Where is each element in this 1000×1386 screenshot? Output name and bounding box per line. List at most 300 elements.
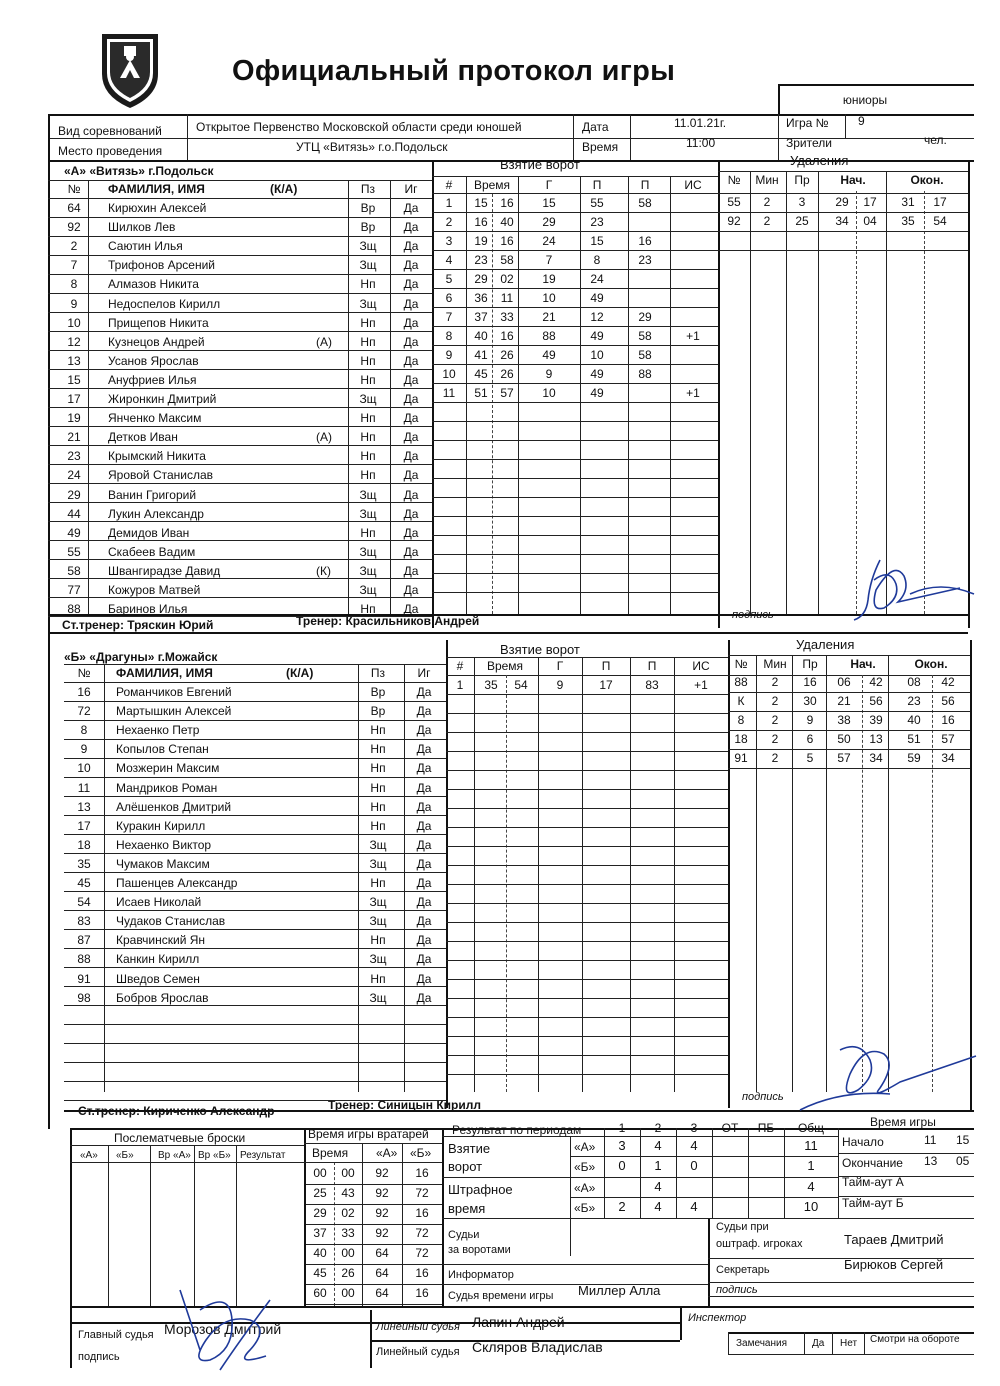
teamA-player-pos: Нп (360, 334, 376, 349)
teamB-player-pos: Зщ (369, 914, 387, 929)
teamA-player-ig: Да (403, 334, 419, 349)
team-a-penalties-title: Удаления (790, 153, 849, 168)
teamA-goal-assist-2: 23 (638, 253, 652, 267)
team-b-coach: Тренер: Синицын Кирилл (328, 1098, 481, 1112)
teamA-player-name: Саютин Илья (108, 239, 183, 254)
teamB-penalty-minutes: 2 (771, 732, 779, 746)
teamA-goal-minutes: 37 (474, 310, 488, 324)
teamB-goal-col-g: Г (556, 659, 564, 673)
teamB-player-pos: Нп (370, 876, 386, 890)
teamA-player-ig: Да (403, 277, 419, 292)
teamA-goal-minutes: 45 (474, 367, 488, 381)
teamB-player-name: Нехаенко Петр (116, 723, 200, 738)
teamB-penalty-start-sec: 34 (869, 751, 883, 765)
teamB-player-no: 35 (77, 856, 91, 871)
teamB-col-ig: Иг (417, 666, 431, 680)
teamA-goal-assist-1: 24 (590, 272, 604, 286)
teamA-goal-seconds: 16 (500, 329, 514, 343)
teamB-player-no: 16 (77, 685, 91, 699)
periods-goals-a-value: 11 (804, 1138, 818, 1153)
teamB-col-name: ФАМИЛИЯ, ИМЯ (116, 666, 213, 680)
teamA-penalty-minutes: 2 (763, 214, 771, 228)
periods-title: Результат по периодам (452, 1123, 582, 1137)
goalie-time-b: 72 (415, 1186, 429, 1200)
teamB-player-ig: Да (416, 780, 432, 795)
game-end-h: 13 (924, 1154, 938, 1168)
teamA-player-ig: Да (403, 411, 419, 426)
teamB-player-name: Пашенцев Александр (116, 876, 238, 890)
teamA-player-pos: Нп (360, 449, 376, 464)
teamA-player-ka: (К) (316, 563, 331, 578)
periods-col: ПБ (757, 1121, 775, 1135)
teamA-player-ig: Да (403, 201, 419, 215)
teamB-penalty-start-sec: 42 (869, 675, 883, 689)
competition-value: Открытое Первенство Московской области среди юношей (196, 120, 522, 134)
remarks-label: Замечания (736, 1338, 788, 1349)
periods-col: 2 (654, 1121, 662, 1135)
teamA-player-name: Жиронкин Дмитрий (108, 392, 217, 406)
teamA-player-pos: Вр (360, 220, 376, 235)
teamB-pen-col-min: Мин (763, 657, 787, 671)
teamB-player-pos: Нп (370, 799, 386, 814)
goalie-time-b: 16 (415, 1166, 429, 1180)
teamA-player-no: 12 (67, 334, 81, 349)
teamA-penalty-reason: 25 (795, 214, 809, 228)
teamB-penalty-end-min: 40 (907, 713, 921, 727)
teamA-player-pos: Нп (360, 353, 376, 368)
teamA-player-no: 15 (67, 372, 81, 387)
goalie-time-seconds: 26 (341, 1266, 355, 1280)
teamA-player-name: Янченко Максим (108, 411, 202, 426)
teamA-pen-col-start: Нач. (840, 173, 866, 187)
teamB-penalty-reason: 30 (803, 694, 817, 708)
goalie-time-minutes: 45 (313, 1266, 327, 1280)
teamA-goal-col-no: # (445, 178, 453, 192)
shootout-col: Вр «Б» (198, 1150, 231, 1161)
teamA-goal-seconds: 11 (500, 291, 514, 305)
officials-sign-label: подпись (716, 1284, 758, 1296)
teamB-player-no: 10 (77, 761, 91, 776)
team-b-head-coach: Ст.тренер: Кириченко Александр (78, 1104, 275, 1118)
periods-pim-a-label: «А» (574, 1181, 596, 1195)
game-start-m: 15 (956, 1133, 970, 1147)
remarks-no: Нет (840, 1338, 858, 1349)
goalie-time-minutes: 37 (313, 1226, 327, 1240)
teamA-goal-seconds: 16 (500, 234, 514, 248)
goalie-time-a: 92 (375, 1226, 389, 1240)
teamA-col-pos: Пз (360, 182, 376, 196)
goalie-time-col: «Б» (410, 1146, 432, 1160)
teamA-goal-number: 5 (445, 272, 453, 286)
teamA-player-pos: Зщ (359, 258, 377, 273)
teamA-goal-situation: +1 (686, 386, 700, 400)
teamA-penalty-start-min: 34 (835, 214, 849, 228)
linesman-2-label: Линейный судья (376, 1346, 460, 1358)
periods-pim-b-value: 4 (690, 1199, 698, 1214)
teamB-player-ig: Да (416, 742, 432, 757)
teamA-goal-number: 7 (445, 310, 453, 324)
teamB-penalty-end-min: 51 (907, 732, 921, 746)
teamB-penalty-start-sec: 56 (869, 694, 883, 708)
teamB-pen-col-start: Нач. (850, 657, 876, 671)
teamA-penalty-reason: 3 (798, 195, 806, 209)
goalie-time-a: 64 (375, 1286, 389, 1300)
teamA-goal-minutes: 23 (474, 253, 488, 267)
teamB-penalty-minutes: 2 (771, 675, 779, 689)
teamB-player-pos: Нп (370, 742, 386, 757)
teamB-pen-col-pr: Пр (802, 657, 818, 671)
periods-col: Общ (797, 1121, 825, 1135)
team-b-sign-label: подпись (742, 1091, 784, 1103)
teamA-player-pos: Вр (360, 201, 376, 215)
teamB-penalty-end-min: 59 (907, 751, 921, 765)
teamA-goal-assist-2: 58 (638, 348, 652, 362)
goalie-time-minutes: 60 (313, 1286, 327, 1300)
teamA-penalty-start-sec: 04 (863, 214, 877, 228)
teamA-player-ig: Да (403, 392, 419, 406)
periods-col: 3 (690, 1121, 698, 1135)
teamB-player-pos: Зщ (369, 895, 387, 910)
teamA-goal-scorer: 29 (542, 215, 556, 229)
teamB-player-pos: Вр (370, 685, 386, 699)
federation-logo (98, 28, 162, 110)
teamA-player-name: Кожуров Матвей (108, 583, 201, 597)
game-start-h: 11 (924, 1133, 937, 1147)
teamA-goal-assist-1: 10 (590, 348, 604, 362)
teamA-player-ig: Да (403, 544, 419, 559)
teamA-player-no: 8 (70, 277, 78, 292)
linesman-1-label: Линейный судья (376, 1321, 460, 1333)
teamB-goal-col-p1: П (601, 659, 611, 673)
teamB-player-name: Алёшенков Дмитрий (116, 799, 232, 814)
teamA-goal-assist-1: 49 (590, 329, 604, 343)
teamB-player-no: 87 (77, 933, 91, 948)
team-a-signature (840, 550, 980, 630)
teamA-goal-seconds: 26 (500, 367, 514, 381)
goalie-time-seconds: 33 (341, 1226, 355, 1240)
teamB-penalty-minutes: 2 (771, 751, 779, 765)
teamA-pen-col-min: Мин (755, 173, 779, 187)
teamB-penalty-start-sec: 39 (869, 713, 883, 727)
teamA-player-no: 21 (67, 430, 81, 445)
teamA-goal-number: 9 (445, 348, 453, 362)
periods-goals-b-label: «Б» (574, 1160, 596, 1174)
teamB-player-ig: Да (416, 952, 432, 967)
goalie-time-b: 72 (415, 1226, 429, 1240)
teamB-player-no: 9 (80, 742, 88, 757)
goalie-time-a: 64 (375, 1266, 389, 1280)
teamB-player-pos: Зщ (369, 837, 387, 852)
teamB-player-ig: Да (416, 856, 432, 871)
teamB-penalty-player: 91 (734, 751, 748, 765)
spectators-unit: чел. (924, 133, 947, 147)
goalie-time-a: 92 (375, 1166, 389, 1180)
teamA-goal-number: 4 (445, 253, 453, 267)
teamB-player-pos: Нп (370, 933, 386, 948)
teamA-player-name: Шилков Лев (108, 220, 176, 235)
teamA-goal-scorer: 10 (542, 291, 556, 305)
teamB-player-pos: Зщ (369, 952, 387, 967)
teamB-penalty-player: 8 (737, 713, 745, 727)
goalie-time-a: 92 (375, 1206, 389, 1220)
goalie-time-minutes: 00 (313, 1166, 327, 1180)
referee-sign-label: подпись (78, 1351, 120, 1363)
teamA-goal-assist-1: 23 (590, 215, 604, 229)
teamA-goal-scorer: 24 (542, 234, 556, 248)
teamB-goal-scorer: 9 (556, 678, 564, 692)
teamA-player-ig: Да (403, 602, 419, 617)
teamA-goal-scorer: 7 (545, 253, 553, 267)
periods-goals-label-1: Взятие (448, 1141, 491, 1156)
teamA-player-no: 64 (67, 201, 81, 215)
penalty-judges-label: Судьи при (716, 1221, 769, 1233)
teamB-goal-assist-1: 17 (599, 678, 613, 692)
teamA-player-no: 10 (67, 315, 81, 330)
teamA-player-ig: Да (403, 583, 419, 597)
teamB-penalty-reason: 9 (806, 713, 814, 727)
teamB-player-pos: Зщ (369, 990, 387, 1005)
teamA-player-pos: Зщ (359, 563, 377, 578)
teamB-player-ig: Да (416, 685, 432, 699)
teamB-player-pos: Нп (370, 780, 386, 795)
remarks-yes: Да (812, 1338, 825, 1349)
teamB-player-ig: Да (416, 723, 432, 738)
date-value: 11.01.21г. (674, 116, 727, 130)
teamA-player-no: 2 (70, 239, 78, 254)
category: юниоры (842, 93, 888, 107)
teamA-player-pos: Нп (360, 468, 376, 483)
teamA-player-name: Ануфриев Илья (108, 372, 197, 387)
teamB-player-no: 88 (77, 952, 91, 967)
teamB-player-ig: Да (416, 761, 432, 776)
teamA-player-ig: Да (403, 468, 419, 483)
teamA-goal-assist-1: 49 (590, 291, 604, 305)
teamA-penalty-player: 92 (727, 214, 741, 228)
goalie-time-a: 92 (375, 1186, 389, 1200)
teamB-player-pos: Вр (370, 704, 386, 719)
shootout-col: Вр «А» (158, 1150, 191, 1161)
teamA-player-name: Швангирадзе Давид (108, 563, 221, 578)
teamA-goal-scorer: 9 (545, 367, 553, 381)
teamA-player-no: 23 (67, 449, 81, 464)
teamA-goal-seconds: 16 (500, 196, 514, 210)
periods-pim-label-2: время (448, 1201, 486, 1216)
teamB-player-ig: Да (416, 799, 432, 814)
teamA-player-ig: Да (403, 487, 419, 502)
teamA-player-no: 19 (67, 411, 81, 426)
periods-goals-b-value: 1 (654, 1158, 662, 1173)
teamA-penalty-end-sec: 54 (933, 214, 947, 228)
teamA-player-no: 24 (67, 468, 81, 483)
teamB-penalty-start-sec: 13 (869, 732, 883, 746)
teamA-player-name: Алмазов Никита (108, 277, 199, 292)
teamA-player-pos: Нп (360, 372, 376, 387)
teamA-col-no: № (67, 182, 81, 196)
teamB-penalty-player: 88 (734, 675, 748, 689)
teamA-player-name: Недоспелов Кирилл (108, 296, 221, 311)
teamA-player-pos: Нп (360, 277, 376, 292)
teamA-col-name: ФАМИЛИЯ, ИМЯ (108, 182, 205, 196)
teamA-goal-minutes: 51 (474, 386, 488, 400)
teamA-player-pos: Зщ (359, 583, 377, 597)
goalie-time-b: 16 (415, 1286, 429, 1300)
date-label: Дата (582, 120, 609, 134)
periods-pim-label-1: Штрафное (448, 1182, 513, 1197)
teamB-goal-col-time: Время (486, 659, 524, 673)
teamA-goal-number: 11 (442, 386, 456, 400)
team-a-title: «А» «Витязь» г.Подольск (64, 164, 214, 178)
teamB-penalty-start-min: 21 (837, 694, 851, 708)
periods-pim-b-value: 10 (803, 1199, 819, 1214)
teamA-player-pos: Нп (360, 430, 376, 445)
teamB-penalty-minutes: 2 (771, 713, 779, 727)
venue-value: УТЦ «Витязь» г.о.Подольск (296, 140, 448, 154)
goalie-time-seconds: 02 (341, 1206, 355, 1220)
teamA-player-name: Лукин Александр (108, 506, 204, 521)
teamB-goal-col-is: ИС (692, 659, 710, 673)
teamA-player-name: Баринов Илья (108, 602, 188, 617)
teamB-player-name: Нехаенко Виктор (116, 837, 212, 852)
teamB-penalty-player: К (737, 694, 745, 708)
teamA-player-name: Яровой Станислав (108, 468, 214, 483)
teamA-player-pos: Нп (360, 602, 376, 617)
teamA-player-no: 9 (70, 296, 78, 311)
timekeeper-name: Миллер Алла (578, 1283, 661, 1298)
time-value: 11:00 (686, 136, 716, 150)
teamA-goal-seconds: 33 (500, 310, 514, 324)
teamB-player-name: Мозжерин Максим (116, 761, 220, 776)
teamA-penalty-start-min: 29 (835, 195, 849, 209)
teamA-player-pos: Зщ (359, 392, 377, 406)
teamB-penalty-start-min: 50 (837, 732, 851, 746)
teamA-goal-seconds: 40 (500, 215, 514, 229)
teamA-goal-assist-2: 58 (638, 329, 652, 343)
teamA-player-no: 55 (67, 544, 81, 559)
teamA-player-name: Трифонов Арсений (108, 258, 215, 273)
teamB-player-name: Канкин Кирилл (116, 952, 200, 967)
game-time-title: Время игры (870, 1115, 936, 1129)
teamA-player-no: 58 (67, 563, 81, 578)
shootout-col: Результат (240, 1150, 286, 1161)
teamA-goal-assist-1: 49 (590, 367, 604, 381)
teamB-col-ka: (К/А) (286, 666, 314, 680)
venue-label: Место проведения (58, 144, 163, 158)
teamA-player-ig: Да (403, 525, 419, 540)
teamA-player-pos: Зщ (359, 506, 377, 521)
team-a-head-coach: Ст.тренер: Тряскин Юрий (62, 618, 214, 632)
inspector-label: Инспектор (688, 1312, 747, 1324)
teamA-goal-minutes: 16 (474, 215, 488, 229)
teamB-player-name: Чумаков Максим (116, 856, 210, 871)
teamB-goal-col-p2: П (647, 659, 657, 673)
teamA-goal-assist-2: 16 (638, 234, 652, 248)
teamA-player-ig: Да (403, 372, 419, 387)
teamB-penalty-start-min: 38 (837, 713, 851, 727)
teamA-goal-minutes: 40 (474, 329, 488, 343)
goalie-time-minutes: 29 (313, 1206, 327, 1220)
game-end-label: Окончание (842, 1156, 903, 1170)
teamB-player-name: Мандриков Роман (116, 780, 218, 795)
team-a-goals-title: Взятие ворот (500, 157, 580, 172)
teamA-goal-minutes: 29 (474, 272, 488, 286)
referee-signature (170, 1280, 290, 1380)
periods-goals-label-2: ворот (448, 1159, 483, 1174)
teamB-player-ig: Да (416, 818, 432, 833)
teamA-player-no: 17 (67, 392, 81, 406)
teamA-goal-scorer: 49 (542, 348, 556, 362)
teamB-pen-col-no: № (734, 657, 748, 671)
goalie-time-b: 16 (415, 1206, 429, 1220)
referee-name: Морозов Дмитрий (164, 1321, 282, 1337)
competition-label: Вид соревнований (58, 124, 162, 138)
goalie-time-title: Время игры вратарей (308, 1127, 429, 1141)
teamB-player-no: 91 (77, 971, 91, 986)
teamA-player-ig: Да (403, 239, 419, 254)
goalie-time-minutes: 40 (313, 1246, 327, 1260)
teamA-goal-number: 8 (445, 329, 453, 343)
teamA-goal-col-g: Г (545, 178, 553, 192)
teamB-player-ig: Да (416, 876, 432, 890)
teamA-player-pos: Зщ (359, 487, 377, 502)
teamA-penalty-minutes: 2 (763, 195, 771, 209)
teamA-goal-assist-2: 88 (638, 367, 652, 381)
periods-pim-b-value: 2 (618, 1199, 626, 1214)
teamA-goal-scorer: 15 (542, 196, 556, 210)
teamA-player-ig: Да (403, 449, 419, 464)
teamA-player-pos: Нп (360, 315, 376, 330)
teamB-penalty-end-min: 23 (907, 694, 921, 708)
teamB-penalty-end-sec: 56 (941, 694, 955, 708)
teamB-penalty-start-min: 06 (837, 675, 851, 689)
teamA-player-name: Скабеев Вадим (108, 544, 196, 559)
teamA-penalty-end-sec: 17 (933, 195, 947, 209)
linesman-1-name: Лапин Андрей (472, 1314, 565, 1330)
teamB-player-name: Шведов Семен (116, 971, 200, 986)
teamB-player-ig: Да (416, 990, 432, 1005)
teamA-player-name: Крымский Никита (108, 449, 206, 464)
teamA-player-no: 49 (67, 525, 81, 540)
secretary-name: Бирюков Сергей (844, 1257, 944, 1272)
goalie-time-seconds: 00 (341, 1246, 355, 1260)
teamB-penalty-start-min: 57 (837, 751, 851, 765)
teamA-goal-assist-1: 55 (590, 196, 604, 210)
game-no-label: Игра № (786, 116, 829, 130)
teamA-goal-assist-1: 8 (593, 253, 601, 267)
teamB-penalty-reason: 6 (806, 732, 814, 746)
teamB-player-no: 72 (77, 704, 91, 719)
teamA-player-pos: Зщ (359, 296, 377, 311)
teamA-goal-minutes: 41 (474, 348, 488, 362)
teamA-goal-number: 10 (442, 367, 456, 381)
timekeeper-label: Судья времени игры (448, 1290, 554, 1302)
teamA-goal-situation: +1 (686, 329, 700, 343)
game-no-value: 9 (858, 114, 865, 128)
goalie-time-seconds: 00 (341, 1286, 355, 1300)
teamA-goal-seconds: 57 (500, 386, 514, 400)
game-end-m: 05 (956, 1154, 970, 1168)
teamA-goal-seconds: 02 (500, 272, 514, 286)
goalie-time-a: 64 (375, 1246, 389, 1260)
teamB-player-pos: Нп (370, 761, 386, 776)
teamB-player-name: Романчиков Евгений (116, 685, 232, 699)
teamA-player-ka: (А) (316, 334, 332, 349)
teamA-player-no: 88 (67, 602, 81, 617)
teamA-player-pos: Зщ (359, 239, 377, 254)
teamA-player-pos: Зщ (359, 544, 377, 559)
teamA-player-name: Усанов Ярослав (108, 353, 199, 368)
secretary-label: Секретарь (716, 1264, 770, 1276)
teamA-player-pos: Нп (360, 411, 376, 426)
